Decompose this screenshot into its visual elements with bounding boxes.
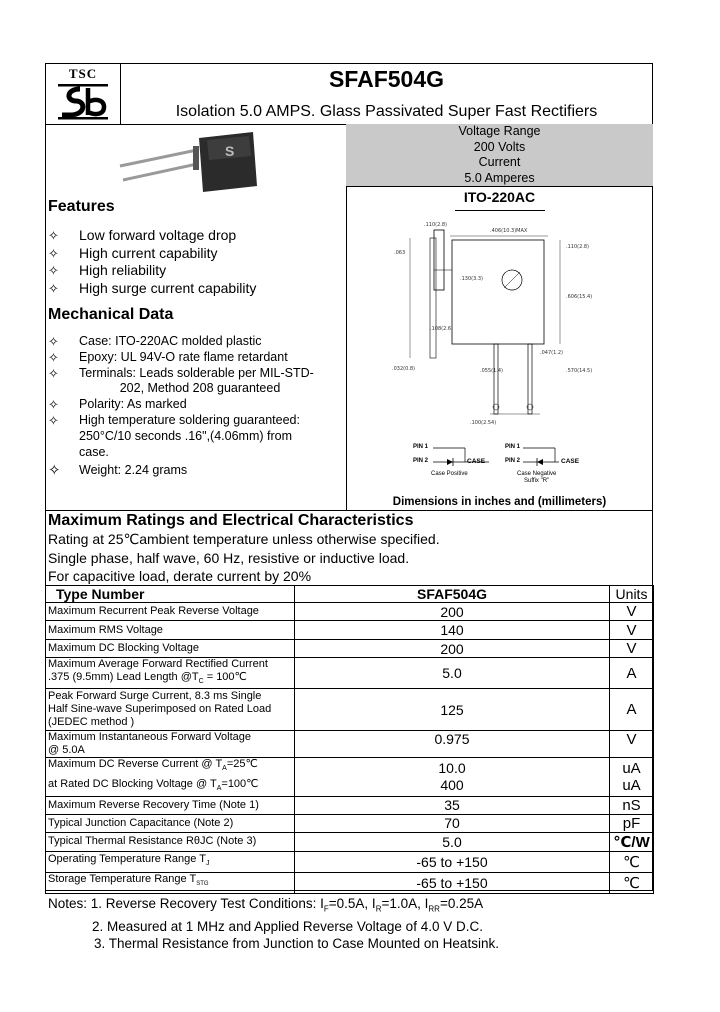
unit-line: uA (622, 759, 641, 777)
feature-text: Low forward voltage drop (79, 227, 237, 243)
voltage-value: 200 Volts (473, 139, 526, 154)
section-divider (45, 510, 653, 511)
mech-item (0, 463, 346, 479)
svg-text:.047(1.2): .047(1.2) (540, 350, 563, 356)
value-cell: 140 (295, 621, 610, 640)
unit-line: uA (622, 776, 641, 794)
table-row (46, 603, 654, 621)
svg-text:.110(2.8): .110(2.8) (424, 222, 447, 228)
param-cell: Maximum Reverse Recovery Time (Note 1) (46, 796, 295, 814)
mech-soldering-cont: 250°C/10 seconds .16",(4.06mm) from (79, 428, 293, 443)
svg-text:.055(1.4): .055(1.4) (480, 368, 503, 374)
mechanical-title: Mechanical Data (48, 306, 174, 323)
unit-cell: pF (610, 814, 654, 832)
feature-item (0, 280, 346, 298)
pin1-label-b: PIN 1 (505, 444, 521, 450)
param-subscript: STG (196, 881, 209, 888)
mech-terminals: Terminals: Leads solderable per MIL-STD- (79, 365, 314, 380)
svg-text:.108(2.6): .108(2.6) (430, 326, 453, 332)
table-row (46, 731, 654, 758)
package-outline-drawing (390, 218, 620, 428)
param-subscript: C (198, 678, 204, 686)
unit-cell: V (610, 603, 654, 621)
feature-item (0, 227, 346, 245)
param-text: .375 (9.5mm) Lead Length @T (48, 671, 199, 683)
mech-item (0, 334, 346, 350)
note-1 (48, 895, 499, 918)
unit-cell: ℃ (610, 851, 654, 872)
param-line (48, 671, 292, 688)
bullet-icon: ✧ (48, 228, 59, 243)
value-cell: 125 (295, 689, 610, 731)
unit-cell: V (610, 731, 654, 758)
note-3: 3. Thermal Resistance from Junction to Case Mounted on Heatsink. (94, 935, 499, 951)
feature-text: High surge current capability (79, 279, 257, 296)
ratings-title: Maximum Ratings and Electrical Characteristics (48, 512, 414, 529)
param-cell: Typical Thermal Resistance RθJC (Note 3) (46, 832, 295, 851)
param-cell (46, 758, 295, 796)
value-line: 400 (440, 776, 464, 793)
unit-cell: V (610, 640, 654, 658)
param-text: Maximum DC Reverse Current @ T (48, 758, 223, 771)
feature-text: High current capability (79, 244, 218, 261)
bullet-icon: ✧ (48, 245, 59, 261)
mech-item (0, 397, 346, 413)
svg-text:.032(0.8): .032(0.8) (392, 366, 415, 372)
table-row (46, 640, 654, 658)
mech-case: Case: ITO-220AC molded plastic (79, 334, 262, 348)
param-text: Storage Temperature Range T (48, 873, 197, 886)
param-text: = 100℃ (203, 671, 247, 683)
param-cell: Typical Junction Capacitance (Note 2) (46, 814, 295, 832)
value-cell: 70 (295, 814, 610, 832)
value-cell: 5.0 (295, 658, 610, 689)
table-row (46, 851, 654, 872)
param-cell: Maximum RMS Voltage (46, 621, 295, 640)
table-row (46, 689, 654, 731)
value-cell: 0.975 (295, 731, 610, 758)
table-row (46, 832, 654, 851)
note-subscript: F (323, 904, 329, 914)
value-cell: -65 to +150 (295, 851, 610, 872)
case-label-a: CASE (467, 458, 486, 465)
logo-mark-icon (52, 82, 114, 120)
table-row (46, 872, 654, 893)
value-cell: 200 (295, 603, 610, 621)
case-negative-suffix: Suffix "R" (524, 478, 550, 484)
mech-item-cont (0, 429, 346, 445)
value-cell: -65 to +150 (295, 872, 610, 893)
feature-item (0, 245, 346, 263)
svg-text:.100(2.54): .100(2.54) (470, 420, 497, 426)
component-photo (115, 128, 265, 198)
param-line: Half Sine-wave Superimposed on Rated Load (48, 703, 272, 716)
svg-text:.570(14.5): .570(14.5) (566, 368, 593, 374)
tsc-logo (52, 66, 114, 120)
svg-text:S: S (225, 143, 235, 159)
param-cell (46, 731, 295, 758)
features-list (0, 227, 346, 297)
notes (48, 895, 499, 952)
bullet-icon: ✧ (48, 349, 59, 365)
svg-text:.606(15.4): .606(15.4) (566, 294, 593, 300)
unit-cell: ℃ (610, 872, 654, 893)
note-text: Notes: 1. Reverse Recovery Test Conditions: I (48, 896, 324, 911)
part-number-title: SFAF504G (328, 66, 445, 92)
logo-text: TSC (68, 66, 98, 81)
param-cell (46, 851, 295, 872)
param-subscript: J (205, 860, 210, 868)
note-subscript: RR (428, 904, 440, 914)
package-name: ITO-220AC (463, 189, 536, 205)
param-text: at Rated DC Blocking Voltage @ T (48, 778, 217, 791)
case-positive-label: Case Positive (431, 471, 468, 477)
param-text: =25℃ (226, 758, 258, 771)
param-subscript: A (216, 785, 222, 793)
mech-item (0, 350, 346, 366)
note-2: 2. Measured at 1 MHz and Applied Reverse Voltage of 4.0 V D.C. (92, 918, 483, 934)
param-line (48, 778, 292, 795)
param-cell: Maximum Recurrent Peak Reverse Voltage (46, 603, 295, 621)
table-row (46, 621, 654, 640)
current-label: Current (478, 155, 521, 169)
table-row (46, 658, 654, 689)
mech-item-cont (0, 445, 346, 463)
param-text: =100℃ (221, 778, 259, 791)
param-line: (JEDEC method ) (48, 716, 135, 729)
features-title: Features (48, 198, 115, 215)
voltage-label: Voltage Range (458, 124, 541, 138)
mech-terminals-cont: 202, Method 208 guaranteed (119, 381, 281, 396)
mech-item (0, 366, 346, 382)
bullet-icon: ✧ (48, 461, 61, 479)
mech-soldering: High temperature soldering guaranteed: (79, 412, 300, 427)
product-subtitle: Isolation 5.0 AMPS. Glass Passivated Super Fast Rectifiers (175, 103, 598, 120)
voltage-box-divider (346, 186, 653, 187)
param-line: Peak Forward Surge Current, 8.3 ms Single (48, 690, 262, 703)
bullet-icon: ✧ (48, 397, 59, 413)
unit-cell: nS (610, 796, 654, 814)
param-subscript: A (222, 765, 227, 773)
bullet-icon: ✧ (48, 412, 59, 428)
header-type-number: Type Number (46, 586, 295, 603)
value-line: 10.0 (438, 759, 466, 776)
ratings-line-2: Single phase, half wave, 60 Hz, resistive or inductive load. (48, 550, 410, 566)
param-cell (46, 872, 295, 893)
unit-cell: ℃/W (610, 832, 654, 851)
svg-text:.063: .063 (394, 250, 406, 256)
feature-text: High reliability (79, 262, 167, 278)
note-subscript: R (375, 904, 382, 914)
value-cell: 5.0 (295, 832, 610, 851)
mech-polarity: Polarity: As marked (79, 397, 187, 412)
feature-item (0, 262, 346, 280)
ratings-line-1: Rating at 25℃ambient temperature unless otherwise specified. (48, 531, 440, 547)
param-line: Maximum Instantaneous Forward Voltage (48, 731, 251, 744)
svg-text:.406(10.3)MAX: .406(10.3)MAX (490, 228, 528, 234)
value-cell: 35 (295, 796, 610, 814)
param-line (48, 758, 292, 775)
pin2-label-b: PIN 2 (505, 458, 521, 464)
voltage-current-box (346, 124, 653, 186)
table-row (46, 814, 654, 832)
pin2-label-a: PIN 2 (413, 458, 429, 464)
note-text: =0.25A (439, 896, 484, 911)
svg-text:.110(2.8): .110(2.8) (566, 244, 589, 250)
mech-weight: Weight: 2.24 grams (79, 462, 188, 477)
bullet-icon: ✧ (48, 280, 59, 296)
param-cell (46, 658, 295, 689)
mech-item-cont (0, 381, 400, 397)
current-value: 5.0 Amperes (464, 170, 535, 185)
unit-cell: A (610, 658, 654, 689)
param-cell: Maximum DC Blocking Voltage (46, 640, 295, 658)
ratings-line-3: For capacitive load, derate current by 20% (48, 568, 312, 584)
table-header-row (46, 586, 654, 603)
param-line: Maximum Average Forward Rectified Current (48, 658, 268, 670)
bullet-icon: ✧ (48, 334, 59, 349)
svg-text:.130(3.3): .130(3.3) (460, 276, 483, 282)
unit-cell (610, 758, 654, 796)
dimensions-caption: Dimensions in inches and (millimeters) (392, 496, 607, 508)
param-line: @ 5.0A (48, 744, 85, 757)
bullet-icon: ✧ (48, 263, 59, 278)
value-cell (295, 758, 610, 796)
header-units: Units (610, 586, 654, 603)
mechanical-list (0, 334, 346, 478)
value-cell: 200 (295, 640, 610, 658)
mech-soldering-end: case. (79, 444, 109, 459)
unit-cell: V (610, 621, 654, 640)
note-text: =1.0A, I (381, 896, 429, 911)
param-cell (46, 689, 295, 731)
table-row (46, 758, 654, 796)
unit-cell: A (610, 689, 654, 731)
ratings-table (45, 585, 654, 894)
mech-item (0, 413, 346, 429)
header-part-number: SFAF504G (295, 586, 610, 603)
case-negative-label: Case Negative (517, 471, 557, 477)
param-text: Operating Temperature Range T (48, 852, 206, 865)
mech-epoxy: Epoxy: UL 94V-O rate flame retardant (79, 349, 288, 364)
table-row (46, 796, 654, 814)
package-underline (455, 210, 545, 211)
note-text: =0.5A, I (328, 896, 376, 911)
case-label-b: CASE (561, 458, 580, 465)
bullet-icon: ✧ (48, 365, 59, 381)
pin1-label-a: PIN 1 (413, 444, 429, 450)
